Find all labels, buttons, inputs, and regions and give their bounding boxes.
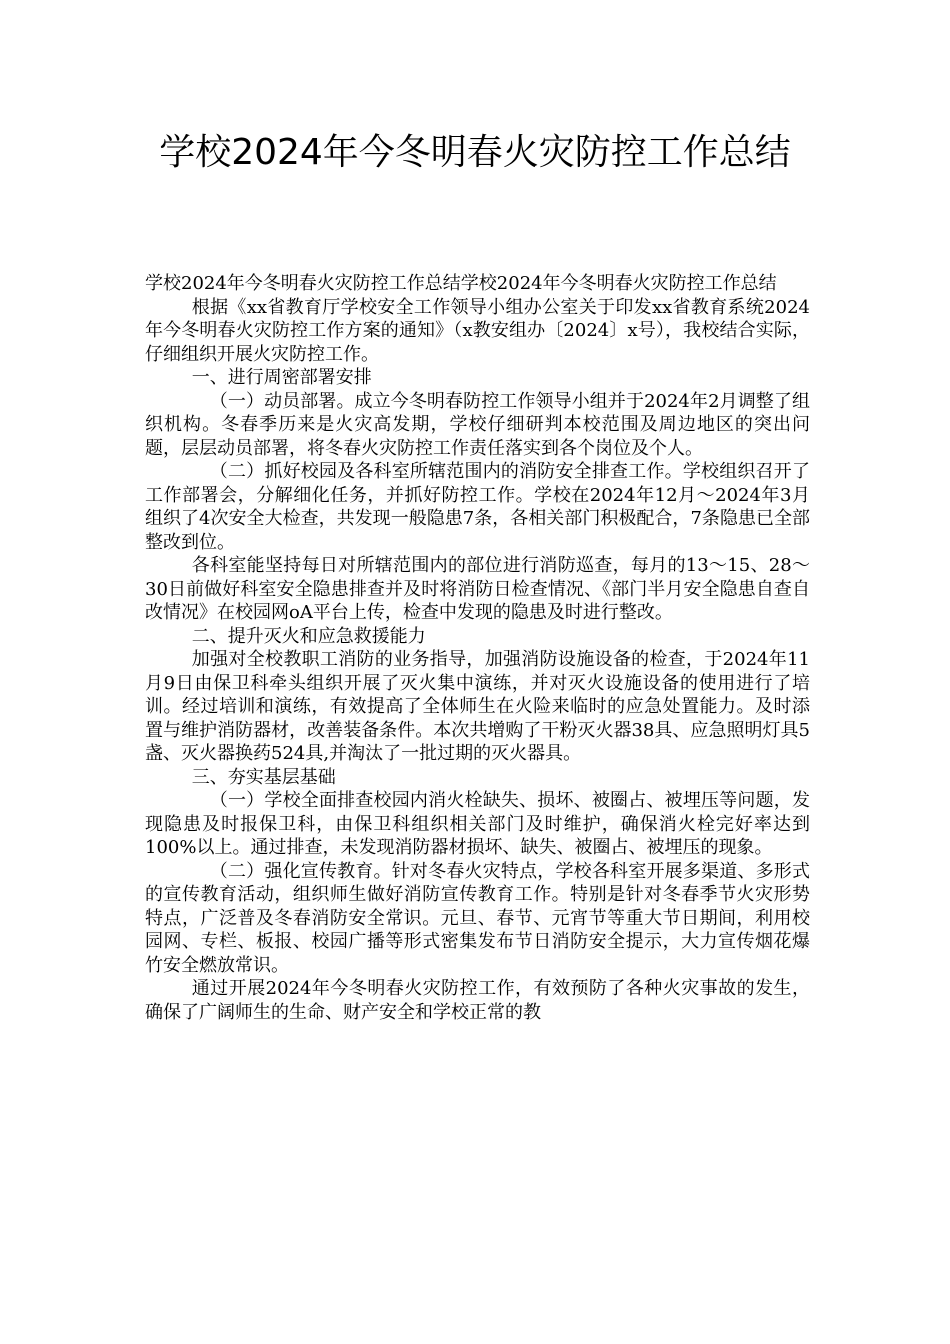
paragraph-basis: 根据《xx省教育厅学校安全工作领导小组办公室关于印发xx省教育系统2024年今冬明春火灾防控工作方案的通知》（x教安组办〔2024〕x号），我校结合实际，仔细组织开展火灾防控工作。 — [145, 296, 810, 365]
paragraph-intro: 学校2024年今冬明春火灾防控工作总结学校2024年今冬明春火灾防控工作总结 — [145, 273, 777, 294]
section-heading-1: 一、进行周密部署安排 — [191, 367, 372, 388]
section-heading-3: 三、夯实基层基础 — [191, 766, 336, 788]
paragraph-publicity: （二）强化宣传教育。针对冬春火灾特点，学校各科室开展多渠道、多形式的宣传教育活动，组织师生做好消防宣传教育工作。特别是针对冬春季节火灾形势特点，广泛普及冬春消防安全常识。元旦、春节、元宵节等重大节日期间，利用校园网、专栏、板报、校园广播等形式密集发布节日消防安全提示，大力宣传烟花爆竹安全燃放常识。 — [145, 860, 810, 976]
paragraph-daily-patrol: 各科室能坚持每日对所辖范围内的部位进行消防巡查，每月的13～15、28～30日前做好科室安全隐患排查并及时将消防日检查情况、《部门半月安全隐患自查自改情况》在校园网oA平台上传，检查中发现的隐患及时进行整改。 — [145, 555, 810, 623]
paragraph-drills: 加强对全校教职工消防的业务指导，加强消防设施设备的检查，于2024年11月9日由保卫科牵头组织开展了灭火集中演练，并对灭火设施设备的使用进行了培训。经过培训和演练，有效提高了全体师生在火险来临时的应急处置能力。及时添置与维护消防器材，改善装备条件。本次共增购了干粉灭火器38具、应急照明灯具5盏、灭火器换药524具,并淘汰了一批过期的灭火器具。 — [145, 649, 810, 764]
section-heading-2: 二、提升灭火和应急救援能力 — [191, 625, 426, 647]
paragraph-safety-inspection: （二）抓好校园及各科室所辖范围内的消防安全排查工作。学校组织召开了工作部署会，分解细化任务，并抓好防控工作。学校在2024年12月～2024年3月组织了4次安全大检查，共发现一般隐患7条，各相关部门积极配合，7条隐患已全部整改到位。 — [145, 461, 810, 553]
document-title: 学校2024年今冬明春火灾防控工作总结 — [159, 132, 791, 173]
paragraph-hydrant-check: （一）学校全面排查校园内消火栓缺失、损坏、被圈占、被埋压等问题，发现隐患及时报保卫科，由保卫科组织相关部门及时维护，确保消火栓完好率达到100%以上。通过排查，未发现消防器材损坏、缺失、被圈占、被埋压的现象。 — [145, 790, 810, 858]
document-body — [145, 272, 810, 1024]
paragraph-mobilization: （一）动员部署。成立今冬明春防控工作领导小组并于2024年2月调整了组织机构。冬春季历来是火灾高发期，学校仔细研判本校范围及周边地区的突出问题，层层动员部署，将冬春火灾防控工作责任落实到各个岗位及个人。 — [145, 390, 810, 459]
paragraph-conclusion: 通过开展2024年今冬明春火灾防控工作，有效预防了各种火灾事故的发生，确保了广阔师生的生命、财产安全和学校正常的教 — [145, 978, 810, 1023]
